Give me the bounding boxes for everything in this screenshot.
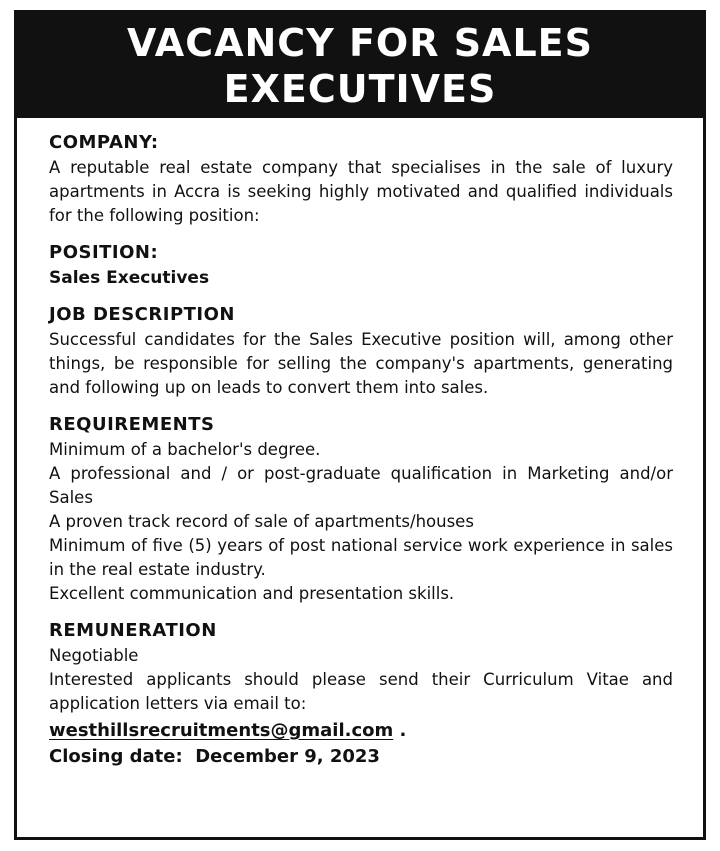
- requirements-heading: REQUIREMENTS: [49, 414, 215, 435]
- remuneration-value: Negotiable: [49, 646, 139, 665]
- job-description-section: [49, 302, 673, 400]
- title-banner: [17, 13, 703, 118]
- application-email-link[interactable]: westhillsrecruitments@gmail.com: [49, 720, 394, 741]
- requirements-section: [49, 412, 673, 606]
- position-value: Sales Executives: [49, 268, 210, 288]
- requirement-item: Excellent communication and presentation skills.: [49, 584, 455, 603]
- requirement-item: A proven track record of sale of apartments/houses: [49, 512, 474, 531]
- remuneration-section: [49, 618, 673, 770]
- requirement-item: A professional and / or post-graduate qualification in Marketing and/or Sales: [49, 464, 673, 507]
- email-suffix: .: [393, 720, 407, 741]
- title-line-2: EXECUTIVES: [223, 66, 497, 111]
- closing-date-label: Closing date:: [49, 746, 183, 767]
- company-heading: COMPANY:: [49, 132, 159, 153]
- position-heading: POSITION:: [49, 242, 159, 263]
- requirement-item: Minimum of a bachelor's degree.: [49, 440, 321, 459]
- closing-date-line: [49, 744, 673, 770]
- vacancy-advert: [14, 10, 706, 840]
- job-description-text: Successful candidates for the Sales Executive position will, among other things, be responsible for selling the company's apartments, generating and following up on leads to convert them into sales.: [49, 330, 673, 397]
- job-description-heading: JOB DESCRIPTION: [49, 304, 235, 325]
- position-section: [49, 240, 673, 290]
- advert-body: [17, 118, 703, 770]
- closing-date-value: December 9, 2023: [195, 746, 380, 767]
- title-line-1: VACANCY FOR SALES: [126, 20, 594, 65]
- email-line: [49, 718, 673, 744]
- application-instructions: Interested applicants should please send their Curriculum Vitae and application letters via email to:: [49, 670, 673, 713]
- remuneration-heading: REMUNERATION: [49, 620, 217, 641]
- company-section: [49, 130, 673, 228]
- company-text: A reputable real estate company that specialises in the sale of luxury apartments in Accra is seeking highly motivated and qualified individuals for the following position:: [49, 158, 673, 225]
- requirement-item: Minimum of five (5) years of post national service work experience in sales in the real estate industry.: [49, 536, 673, 579]
